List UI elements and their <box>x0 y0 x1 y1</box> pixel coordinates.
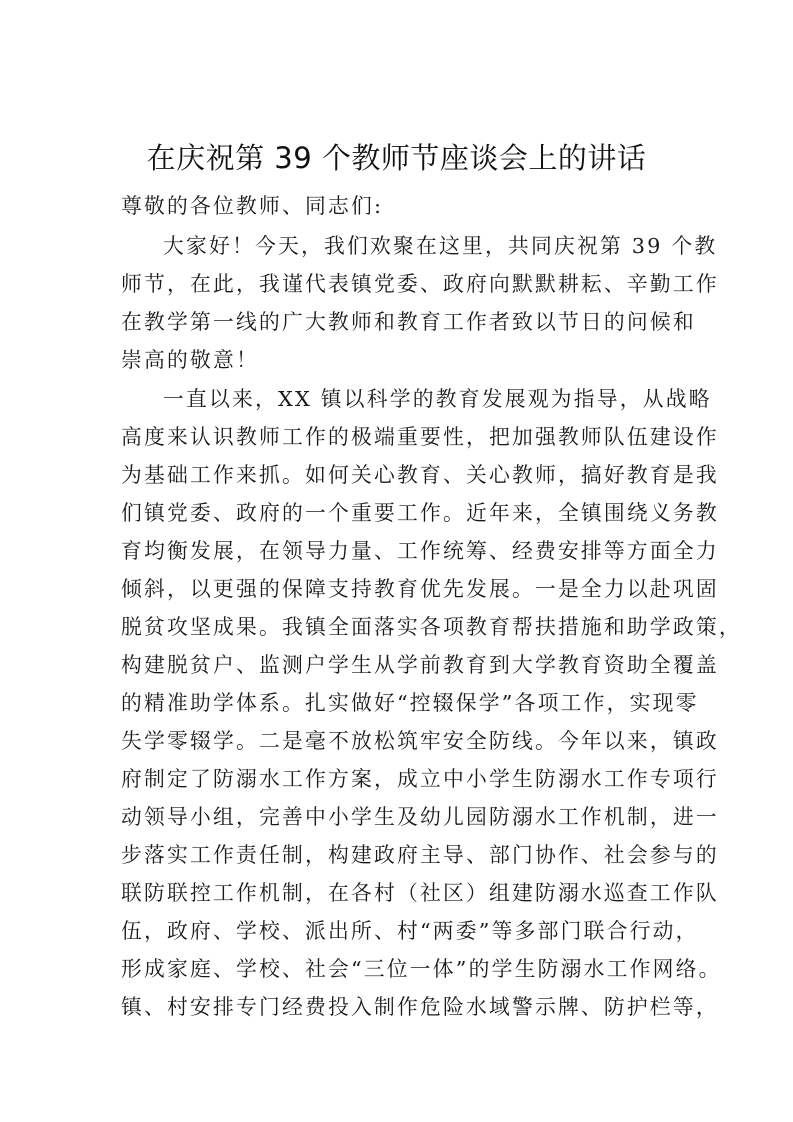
paragraph-2-line-14: 联防联控工作机制，在各村（社区）组建防溺水巡查工作队 <box>121 881 719 905</box>
salutation: 尊敬的各位教师、同志们: <box>121 194 384 218</box>
paragraph-2-line-16: 形成家庭、学校、社会“三位一体”的学生防溺水工作网络。 <box>121 957 722 981</box>
paragraph-2-line-4: 们镇党委、政府的一个重要工作。近年来，全镇围绕义务教 <box>121 501 719 525</box>
paragraph-2-line-11: 府制定了防溺水工作方案，成立中小学生防溺水工作专项行 <box>121 767 719 791</box>
paragraph-2-line-1: 一直以来，XX 镇以科学的教育发展观为指导，从战略 <box>163 387 712 411</box>
paragraph-1-line-4: 崇高的敬意！ <box>121 348 259 372</box>
paragraph-1-line-1: 大家好！今天，我们欢聚在这里，共同庆祝第 39 个教 <box>163 234 718 258</box>
paragraph-2-line-13: 步落实工作责任制，构建政府主导、部门协作、社会参与的 <box>121 843 719 867</box>
document-title: 在庆祝第 39 个教师节座谈会上的讲话 <box>146 141 647 175</box>
paragraph-2-line-2: 高度来认识教师工作的极端重要性，把加强教师队伍建设作 <box>121 425 719 449</box>
paragraph-2-line-15: 伍，政府、学校、派出所、村“两委”等多部门联合行动， <box>121 919 699 943</box>
paragraph-2-line-5: 育均衡发展，在领导力量、工作统筹、经费安排等方面全力 <box>121 539 719 563</box>
paragraph-2-line-17: 镇、村安排专门经费投入制作危险水域警示牌、防护栏等， <box>121 995 719 1019</box>
paragraph-2-line-9: 的精准助学体系。扎实做好“控辍保学”各项工作，实现零 <box>121 691 699 715</box>
paragraph-2-line-6: 倾斜，以更强的保障支持教育优先发展。一是全力以赴巩固 <box>121 577 719 601</box>
paragraph-2-line-10: 失学零辍学。二是毫不放松筑牢安全防线。今年以来，镇政 <box>121 729 719 753</box>
paragraph-1-line-2: 师节，在此，我谨代表镇党委、政府向默默耕耘、辛勤工作 <box>121 272 719 296</box>
paragraph-2-line-3: 为基础工作来抓。如何关心教育、关心教师，搞好教育是我 <box>121 463 719 487</box>
paragraph-1-line-3: 在教学第一线的广大教师和教育工作者致以节日的问候和 <box>121 310 696 334</box>
paragraph-2-line-12: 动领导小组，完善中小学生及幼儿园防溺水工作机制，进一 <box>121 805 719 829</box>
paragraph-2-line-7: 脱贫攻坚成果。我镇全面落实各项教育帮扶措施和助学政策， <box>121 615 742 639</box>
paragraph-2-line-8: 构建脱贫户、监测户学生从学前教育到大学教育资助全覆盖 <box>121 653 719 677</box>
